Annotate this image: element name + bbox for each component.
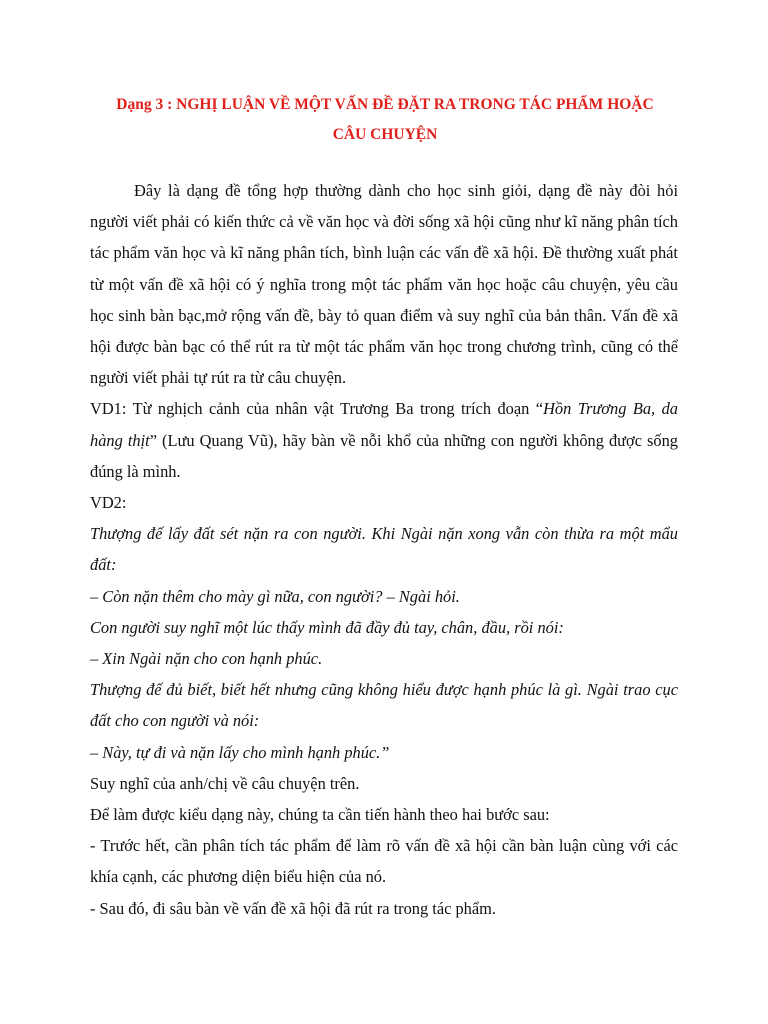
example-2-label: VD2: — [90, 493, 127, 513]
story-line: – Xin Ngài nặn cho con hạnh phúc. — [90, 649, 323, 669]
document-body — [90, 175, 678, 924]
example-2-question: Suy nghĩ của anh/chị về câu chuyện trên. — [90, 773, 360, 793]
heading-line-2: CÂU CHUYỆN — [332, 126, 438, 143]
example-1-work-title: Hồn Trương Ba, da hàng thịt — [90, 399, 678, 450]
example-1-suffix: ” (Lưu Quang Vũ), hãy bàn về nỗi khổ của những con người không được sống đúng là mình. — [90, 430, 678, 481]
story-line: Thượng đế lấy đất sét nặn ra con người. Khi Ngài nặn xong vẫn còn thừa ra một mẩu đất: — [90, 524, 678, 575]
method-intro: Để làm được kiểu dạng này, chúng ta cần tiến hành theo hai bước sau: — [90, 805, 550, 825]
story-line: – Này, tự đi và nặn lấy cho mình hạnh phúc.” — [90, 742, 390, 762]
method-step: - Trước hết, cần phân tích tác phẩm để làm rõ vấn đề xã hội cần bàn luận cùng với các khía cạnh, các phương diện biểu hiện của nó. — [90, 836, 678, 887]
story-line: Con người suy nghĩ một lúc thấy mình đã đầy đủ tay, chân, đầu, rồi nói: — [90, 617, 564, 637]
example-1-paragraph — [90, 393, 678, 487]
intro-paragraph: Đây là dạng đề tổng hợp thường dành cho học sinh giỏi, dạng đề này đòi hỏi người viết phải có kiến thức cả về văn học và đời sống xã hội cũng như kĩ năng phân tích tác phẩm văn học và kĩ năng phân tích, bình luận các vấn đề xã hội. Đề thường xuất phát từ một vấn đề xã hội có ý nghĩa trong một tác phẩm văn học hoặc câu chuyện, yêu cầu học sinh bàn bạc,mở rộng vấn đề, bày tỏ quan điểm và suy nghĩ của bản thân. Vấn đề xã hội được bàn bạc có thể rút ra từ một tác phẩm văn học trong chương trình, cũng có thể người viết phải tự rút ra từ câu chuyện. — [90, 181, 678, 388]
example-1-prefix: VD1: Từ nghịch cảnh của nhân vật Trương Ba trong trích đoạn “ — [90, 399, 544, 419]
method-step: - Sau đó, đi sâu bàn về vấn đề xã hội đã rút ra trong tác phẩm. — [90, 898, 497, 918]
story-line: – Còn nặn thêm cho mày gì nữa, con người? – Ngài hỏi. — [90, 586, 460, 606]
story-line: Thượng đế đủ biết, biết hết nhưng cũng không hiểu được hạnh phúc là gì. Ngài trao cục đất cho con người và nói: — [90, 680, 678, 731]
document-heading — [90, 90, 680, 150]
heading-line-1: Dạng 3 : NGHỊ LUẬN VỀ MỘT VẤN ĐỀ ĐẶT RA TRONG TÁC PHẨM HOẶC — [116, 96, 654, 113]
